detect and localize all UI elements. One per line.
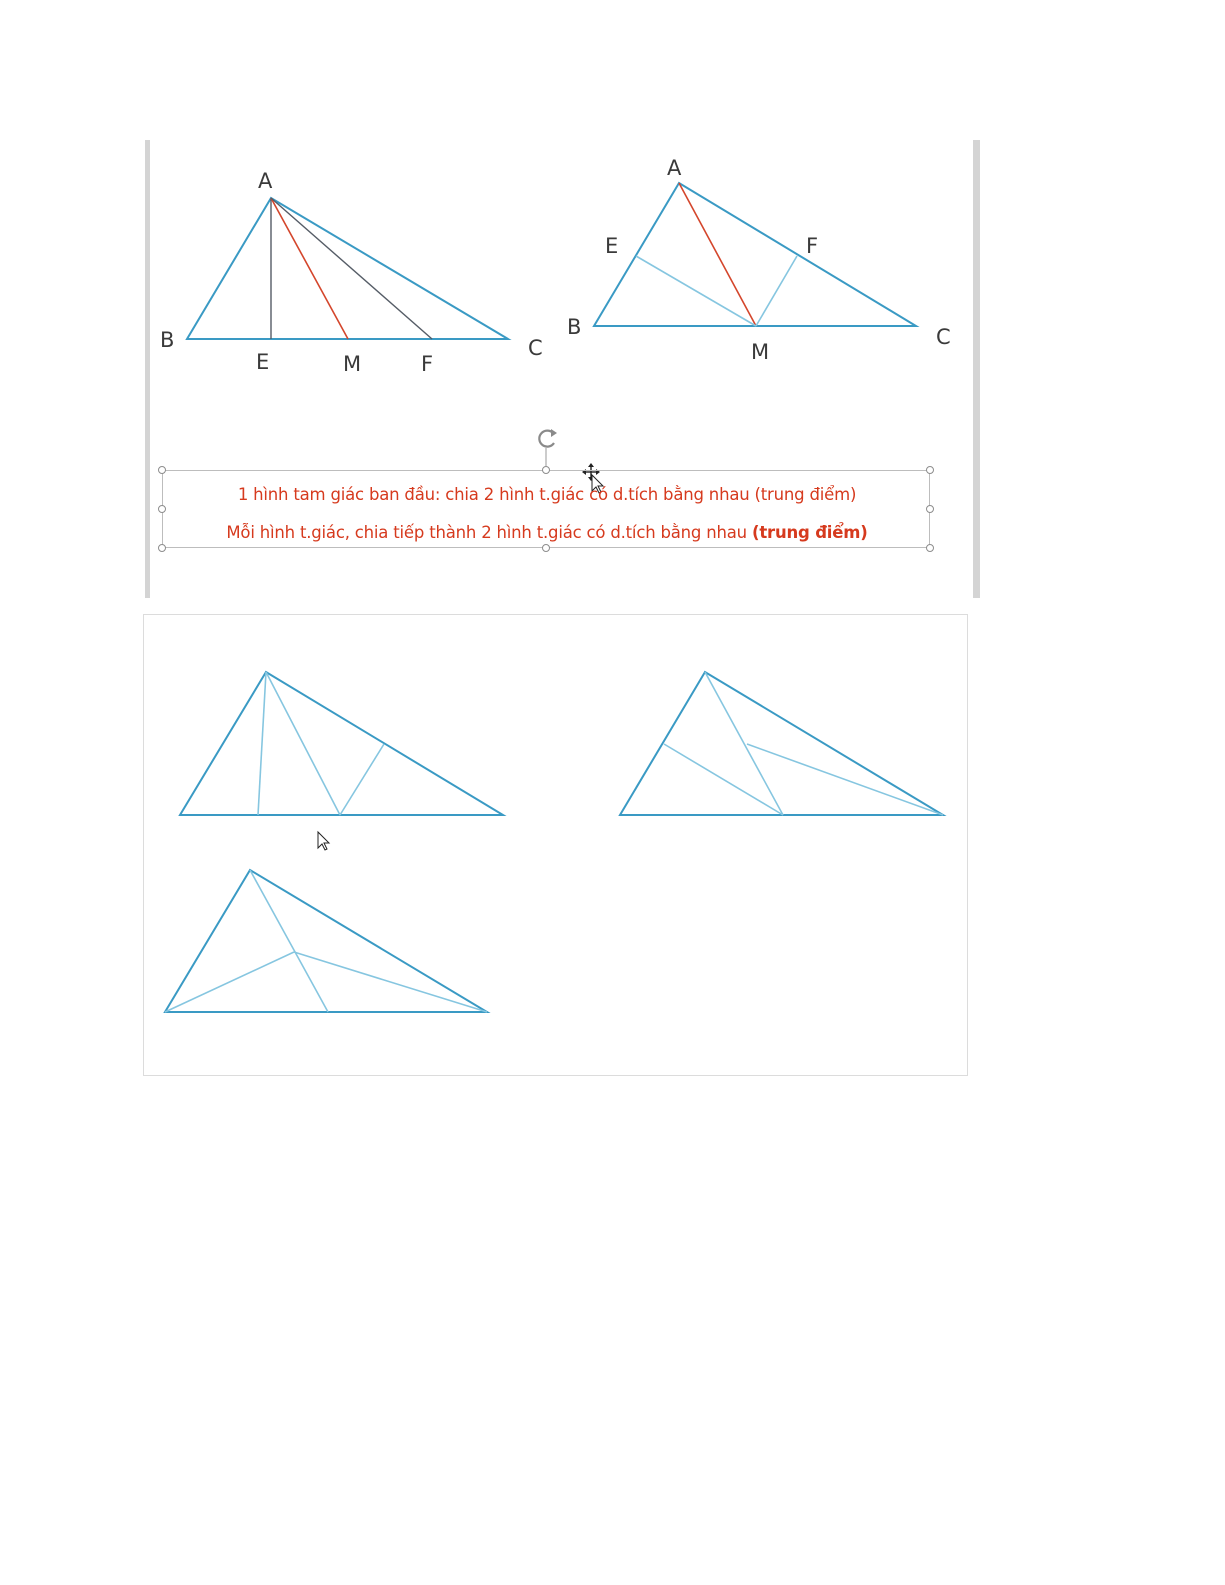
label-c: C	[528, 336, 543, 360]
median-am-2	[679, 183, 756, 326]
caption-textbox[interactable]	[162, 470, 930, 548]
triangle-4	[620, 672, 943, 815]
label-f-2: F	[806, 234, 819, 258]
figure-1	[160, 169, 543, 376]
label-f: F	[421, 352, 434, 376]
resize-handle-right[interactable]	[926, 505, 934, 513]
caption-line-2-text: Mỗi hình t.giác, chia tiếp thành 2 hình t.giác có d.tích bằng nhau	[226, 523, 752, 542]
caption-line-2	[163, 523, 931, 542]
label-m-2: M	[751, 340, 770, 364]
triangle-5	[165, 870, 487, 1012]
pointer-cursor-icon	[318, 832, 329, 850]
segment-4b	[664, 744, 783, 815]
segment-3c	[340, 744, 384, 815]
triangle-3	[180, 672, 503, 815]
resize-handle-bottom-right[interactable]	[926, 544, 934, 552]
segment-3a	[258, 672, 266, 815]
resize-handle-left[interactable]	[158, 505, 166, 513]
triangle-abc	[187, 198, 508, 339]
label-m: M	[343, 352, 362, 376]
segment-af	[271, 198, 432, 339]
label-e-2: E	[605, 234, 619, 258]
figure-3	[180, 672, 503, 815]
label-e: E	[256, 350, 270, 374]
figure-2	[567, 156, 951, 364]
label-b: B	[160, 328, 175, 352]
caption-line-1: 1 hình tam giác ban đầu: chia 2 hình t.giác có d.tích bằng nhau (trung điểm)	[237, 485, 857, 504]
label-a-2: A	[667, 156, 682, 180]
segment-5b	[165, 952, 294, 1012]
resize-handle-top[interactable]	[542, 466, 550, 474]
resize-handle-top-right[interactable]	[926, 466, 934, 474]
resize-handle-bottom-left[interactable]	[158, 544, 166, 552]
figure-4	[620, 672, 943, 815]
segment-4a	[705, 672, 783, 815]
figure-5	[165, 870, 487, 1012]
resize-handle-bottom[interactable]	[542, 544, 550, 552]
median-am	[271, 198, 348, 339]
triangle-abc-2	[594, 183, 916, 326]
label-b-2: B	[567, 315, 582, 339]
label-c-2: C	[936, 325, 951, 349]
caption-line-2-bold: (trung điểm)	[751, 523, 868, 542]
segment-fm	[756, 256, 797, 326]
resize-handle-top-left[interactable]	[158, 466, 166, 474]
rotate-handle-icon[interactable]	[539, 429, 557, 466]
segment-5a	[250, 870, 328, 1012]
label-a: A	[258, 169, 273, 193]
